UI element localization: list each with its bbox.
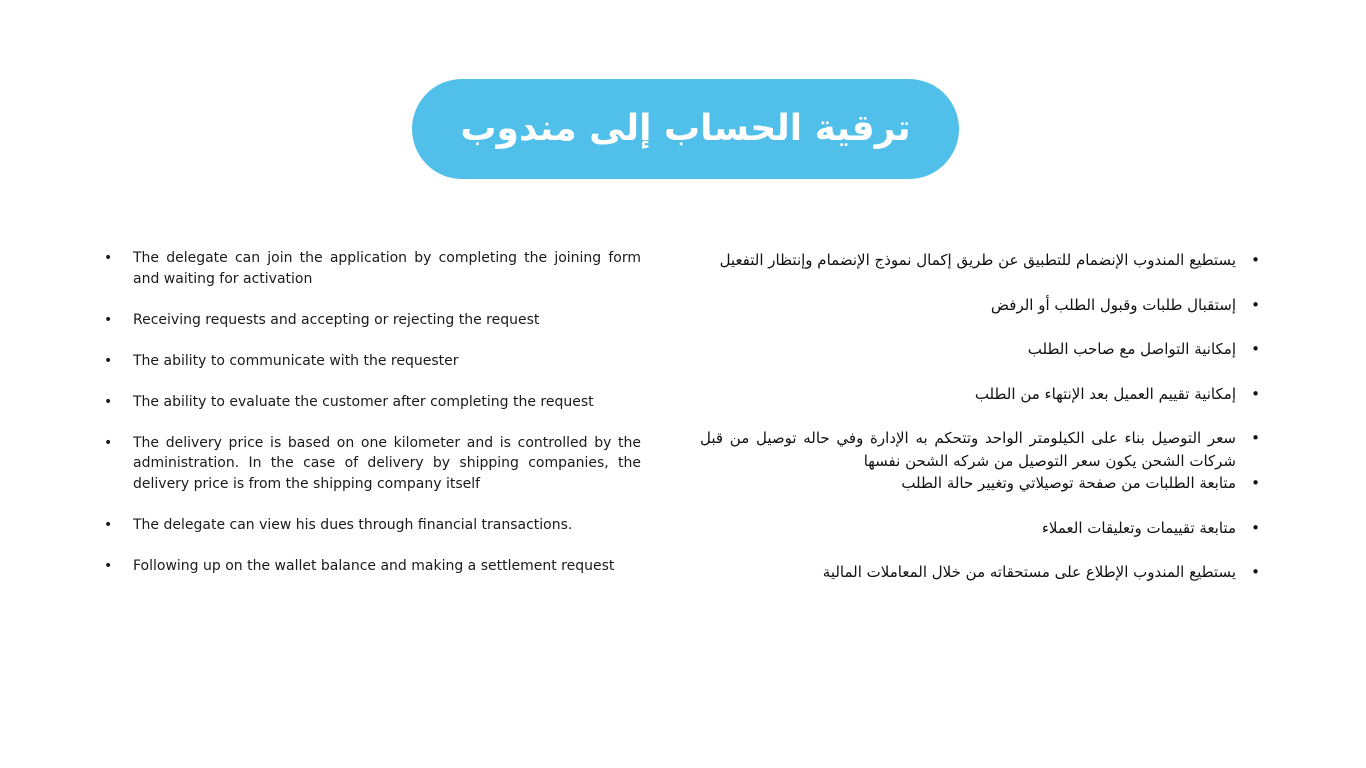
arabic-item-text: متابعة الطلبات من صفحة توصيلاتي وتغيير حالة الطلب xyxy=(901,474,1236,492)
arabic-item-text: يستطيع المندوب الإطلاع على مستحقاته من خلال المعاملات المالية xyxy=(822,563,1236,581)
english-item-text: The delegate can join the application by completing the joining form and waiting for activation xyxy=(133,250,641,287)
bullet-icon: • xyxy=(1251,251,1260,269)
arabic-list-item xyxy=(700,427,1260,472)
title-banner xyxy=(412,79,959,179)
english-list-item xyxy=(104,556,641,577)
english-list-item xyxy=(104,515,641,536)
arabic-list-item xyxy=(700,338,1260,361)
arabic-item-text: سعر التوصيل بناء على الكيلومتر الواحد وتتحكم به الإدارة وفي حاله توصيل من قبل شركات الشحن يكون سعر التوصيل من شركه الشحن نفسها xyxy=(700,429,1236,470)
english-list-item xyxy=(104,310,641,331)
english-item-text: Receiving requests and accepting or rejecting the request xyxy=(133,311,540,328)
arabic-item-text: إستقبال طلبات وقبول الطلب أو الرفض xyxy=(990,295,1236,314)
english-list-item xyxy=(104,392,641,413)
english-list-item xyxy=(104,351,641,372)
bullet-icon: • xyxy=(104,393,113,410)
bullet-icon: • xyxy=(1251,429,1260,447)
english-feature-list xyxy=(104,248,641,597)
bullet-icon: • xyxy=(104,352,113,369)
english-item-text: Following up on the wallet balance and making a settlement request xyxy=(133,557,615,574)
bullet-icon: • xyxy=(104,311,113,328)
arabic-list-item xyxy=(700,561,1260,584)
arabic-item-text: متابعة تقييمات وتعليقات العملاء xyxy=(1041,518,1236,537)
arabic-list-item xyxy=(700,517,1260,540)
bullet-icon: • xyxy=(1251,474,1260,492)
bullet-icon: • xyxy=(1251,518,1260,537)
arabic-item-text: إمكانية التواصل مع صاحب الطلب xyxy=(1027,340,1236,358)
arabic-list-item xyxy=(700,472,1260,495)
english-item-text: The ability to evaluate the customer after completing the request xyxy=(133,393,594,410)
bullet-icon: • xyxy=(104,516,113,533)
english-item-text: The delivery price is based on one kilometer and is controlled by the administration. In the case of delivery by shipping companies, the delivery price is from the shipping company itself xyxy=(133,434,641,492)
bullet-icon: • xyxy=(104,434,113,451)
arabic-item-text: إمكانية تقييم العميل بعد الإنتهاء من الطلب xyxy=(974,384,1236,403)
arabic-list-item xyxy=(700,383,1260,406)
english-list-item xyxy=(104,433,641,495)
english-item-text: The delegate can view his dues through financial transactions. xyxy=(133,516,573,533)
arabic-list-item xyxy=(700,249,1260,272)
arabic-feature-list xyxy=(700,249,1260,606)
english-list-item xyxy=(104,248,641,289)
bullet-icon: • xyxy=(1251,340,1260,358)
bullet-icon: • xyxy=(1251,563,1260,581)
bullet-icon: • xyxy=(104,557,113,574)
bullet-icon: • xyxy=(1251,384,1260,403)
bullet-icon: • xyxy=(1251,295,1260,314)
bullet-icon: • xyxy=(104,250,113,266)
arabic-list-item xyxy=(700,294,1260,317)
english-item-text: The ability to communicate with the requester xyxy=(133,352,459,369)
page-title: ترقية الحساب إلى مندوب xyxy=(460,108,911,149)
arabic-item-text: يستطيع المندوب الإنضمام للتطبيق عن طريق إكمال نموذج الإنضمام وإنتظار التفعيل xyxy=(719,251,1236,269)
